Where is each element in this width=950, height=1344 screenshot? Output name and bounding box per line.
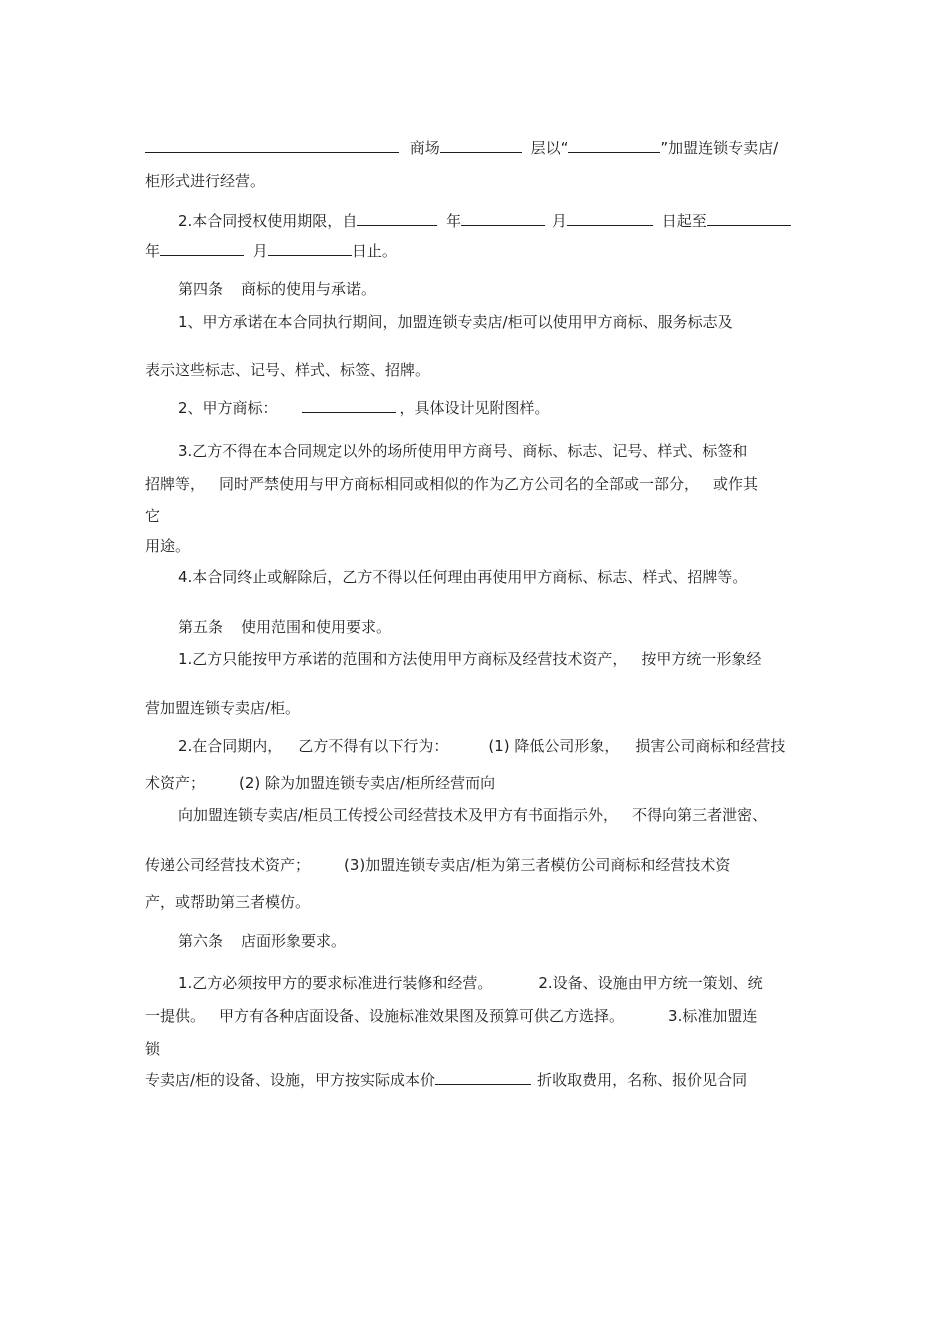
text-span: 2.在合同期内， [178, 737, 283, 755]
text-span: 向加盟连锁专卖店/柜员工传授公司经营技术及甲方有书面指示外， [178, 806, 619, 824]
text-span: 乙方不得有以下行为： [298, 737, 449, 755]
text-span: 专卖店/柜的设备、设施，甲方按实际成本价 [145, 1071, 436, 1089]
text-line [178, 211, 791, 231]
article-number: 第六条 [178, 932, 224, 950]
fill-blank [302, 398, 396, 413]
text-line [145, 241, 397, 261]
text-line [145, 1006, 757, 1026]
text-line: 产，或帮助第三者模仿。 [145, 893, 311, 911]
text-span: 月 [252, 242, 268, 260]
article-title: 店面形象要求。 [241, 932, 347, 950]
text-span: 2.设备、设施由甲方统一策划、统 [538, 974, 763, 992]
text-line: 3.乙方不得在本合同规定以外的场所使用甲方商号、商标、标志、记号、样式、标签和 [178, 442, 748, 460]
article-title: 商标的使用与承诺。 [241, 280, 377, 298]
text-span: 2、甲方商标： [178, 399, 278, 417]
text-span: 同时严禁使用与甲方商标相同或相似的作为乙方公司名的全部或一部分， [219, 475, 700, 493]
text-span: ”加盟连锁专卖店/ [660, 139, 779, 157]
text-line: 柜形式进行经营。 [145, 172, 266, 190]
text-line [178, 398, 550, 418]
text-span: 1.乙方必须按甲方的要求标准进行装修和经营。 [178, 974, 493, 992]
fill-blank [435, 1070, 531, 1085]
text-span: 3.标准加盟连 [668, 1007, 758, 1025]
text-line [145, 855, 730, 875]
text-line: 1、甲方承诺在本合同执行期间，加盟连锁专卖店/柜可以使用甲方商标、服务标志及 [178, 313, 733, 331]
fill-blank [568, 138, 660, 153]
text-span: 年 [446, 212, 462, 230]
text-span: 日起至 [661, 212, 707, 230]
text-line: 锁 [145, 1040, 161, 1058]
text-span: ，具体设计见附图样。 [399, 399, 550, 417]
text-span: 日止。 [351, 242, 397, 260]
fill-blank [160, 241, 244, 256]
article-heading [178, 931, 346, 951]
text-span: 损害公司商标和经营技 [635, 737, 786, 755]
article-number: 第四条 [178, 280, 224, 298]
text-span: (1) 降低公司形象， [488, 737, 620, 755]
fill-blank [145, 138, 399, 153]
text-line: 4.本合同终止或解除后，乙方不得以任何理由再使用甲方商标、标志、样式、招牌等。 [178, 568, 748, 586]
text-span: 术资产； [145, 774, 206, 792]
text-line [178, 649, 761, 669]
text-line [178, 973, 763, 993]
text-span: 折收取费用，名称、报价见合同 [537, 1071, 748, 1089]
text-span: 1.乙方只能按甲方承诺的范围和方法使用甲方商标及经营技术资产， [178, 650, 628, 668]
text-span: 招牌等， [145, 475, 206, 493]
text-span: 或作其 [713, 475, 759, 493]
fill-blank [440, 138, 522, 153]
text-line [145, 474, 758, 494]
text-span: 商场 [409, 139, 440, 157]
text-line [178, 736, 785, 756]
text-span: 一提供。 [145, 1007, 206, 1025]
text-span: 2.本合同授权使用期限，自 [178, 212, 358, 230]
fill-blank [567, 211, 653, 226]
fill-blank [357, 211, 437, 226]
text-span: 层以“ [530, 139, 569, 157]
text-line [145, 1070, 747, 1090]
text-span: 传递公司经营技术资产； [145, 856, 311, 874]
text-span: 按甲方统一形象经 [641, 650, 762, 668]
fill-blank [268, 241, 352, 256]
text-line [145, 138, 778, 158]
text-line: 营加盟连锁专卖店/柜。 [145, 699, 301, 717]
text-span: 不得向第三者泄密、 [632, 806, 768, 824]
article-heading [178, 279, 376, 299]
text-span: (2) 除为加盟连锁专卖店/柜所经营而向 [239, 774, 496, 792]
text-span: 月 [551, 212, 567, 230]
text-span: 甲方有各种店面设备、设施标准效果图及预算可供乙方选择。 [219, 1007, 625, 1025]
article-title: 使用范围和使用要求。 [241, 618, 392, 636]
text-line: 用途。 [145, 537, 191, 555]
fill-blank [707, 211, 791, 226]
text-span: (3)加盟连锁专卖店/柜为第三者模仿公司商标和经营技术资 [344, 856, 731, 874]
text-line [178, 805, 767, 825]
text-line: 表示这些标志、记号、样式、标签、招牌。 [145, 361, 431, 379]
text-span: 年 [145, 242, 161, 260]
text-line: 它 [145, 507, 161, 525]
text-line [145, 773, 495, 793]
article-number: 第五条 [178, 618, 224, 636]
fill-blank [461, 211, 545, 226]
article-heading [178, 617, 391, 637]
